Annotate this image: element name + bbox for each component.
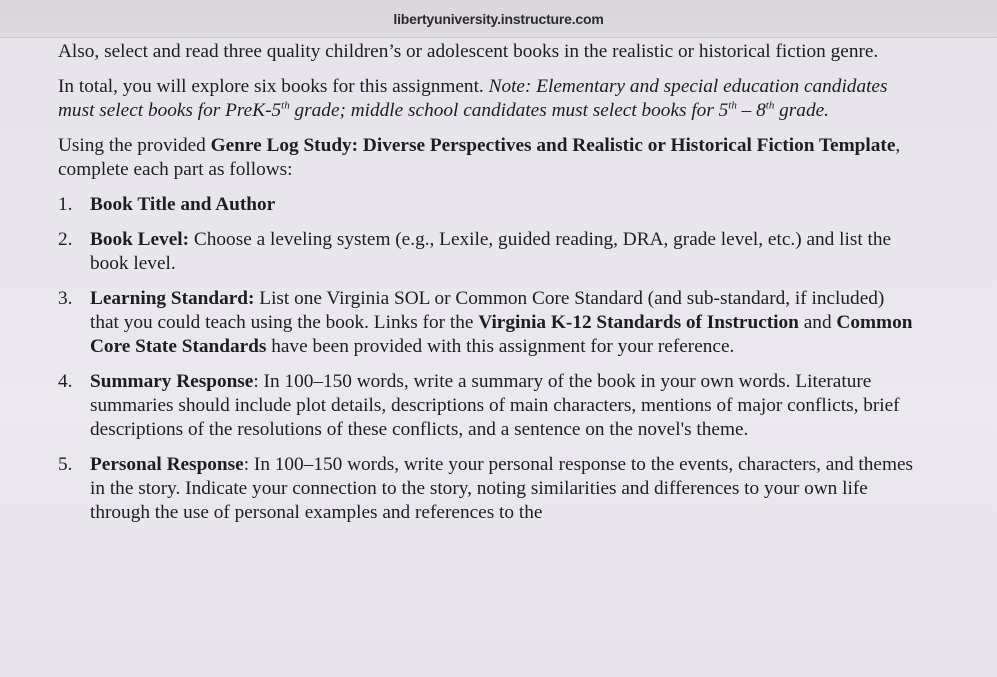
item-title: Learning Standard:	[90, 288, 255, 309]
item-number: 4.	[58, 371, 73, 392]
item-text: and	[798, 312, 837, 333]
item-text: Choose a leveling system (e.g., Lexile, guided reading, DRA, grade level, etc.) and list the book level.	[90, 229, 892, 274]
common-core-reference: Common Core State Standards	[90, 312, 913, 357]
text: grade; middle school candidates must select books for 5	[289, 100, 729, 121]
list-item	[58, 228, 918, 276]
text: , complete each part as follows:	[58, 135, 901, 180]
item-title: Personal Response	[90, 454, 244, 475]
list-item	[58, 453, 918, 525]
item-text: : In 100–150 words, write your personal response to the events, characters, and themes in the story. Indicate your connection to the story, noting similarities and differences to your own life through the use of personal examples and references to the	[90, 454, 914, 523]
text: grade.	[774, 100, 829, 121]
assignment-instructions	[58, 38, 918, 536]
item-text: : In 100–150 words, write a summary of the book in your own words. Literature summaries should include plot details, descriptions of main characters, mentions of major conflicts, brief descriptions of the resolutions of these conflicts, and a sentence on the novel's theme.	[90, 371, 900, 440]
browser-address-bar[interactable]	[0, 0, 997, 38]
item-title: Book Title and Author	[90, 194, 276, 215]
template-name: Genre Log Study: Diverse Perspectives and Realistic or Historical Fiction Template	[210, 135, 896, 156]
item-number: 2.	[58, 229, 73, 250]
paragraph-select-books: Also, select and read three quality children’s or adolescent books in the realistic or historical fiction genre.	[58, 41, 879, 62]
virginia-standards-reference: Virginia K-12 Standards of Instruction	[478, 312, 799, 333]
superscript: th	[281, 99, 290, 112]
list-item	[58, 193, 918, 217]
paragraph-template	[58, 134, 918, 182]
list-item	[58, 287, 918, 359]
item-number: 5.	[58, 454, 73, 475]
url-text: libertyuniversity.instructure.com	[393, 10, 604, 27]
text: – 8	[736, 100, 766, 121]
list-item	[58, 370, 918, 442]
superscript: th	[728, 99, 737, 112]
item-title: Book Level:	[90, 229, 190, 250]
parts-list	[58, 193, 918, 525]
item-number: 3.	[58, 288, 73, 309]
item-title: Summary Response	[90, 371, 254, 392]
item-number: 1.	[58, 194, 73, 215]
superscript: th	[765, 99, 775, 112]
paragraph-total-books	[58, 75, 918, 123]
item-text: have been provided with this assignment for your reference.	[266, 336, 735, 357]
item-text: List one Virginia SOL or Common Core Standard (and sub-standard, if included) that you could teach using the book. Links for the	[90, 288, 885, 333]
text: Using the provided	[58, 135, 211, 156]
text: In total, you will explore six books for this assignment.	[58, 76, 489, 97]
text: Note: Elementary and special education candidates must select books for PreK-5	[58, 76, 888, 121]
